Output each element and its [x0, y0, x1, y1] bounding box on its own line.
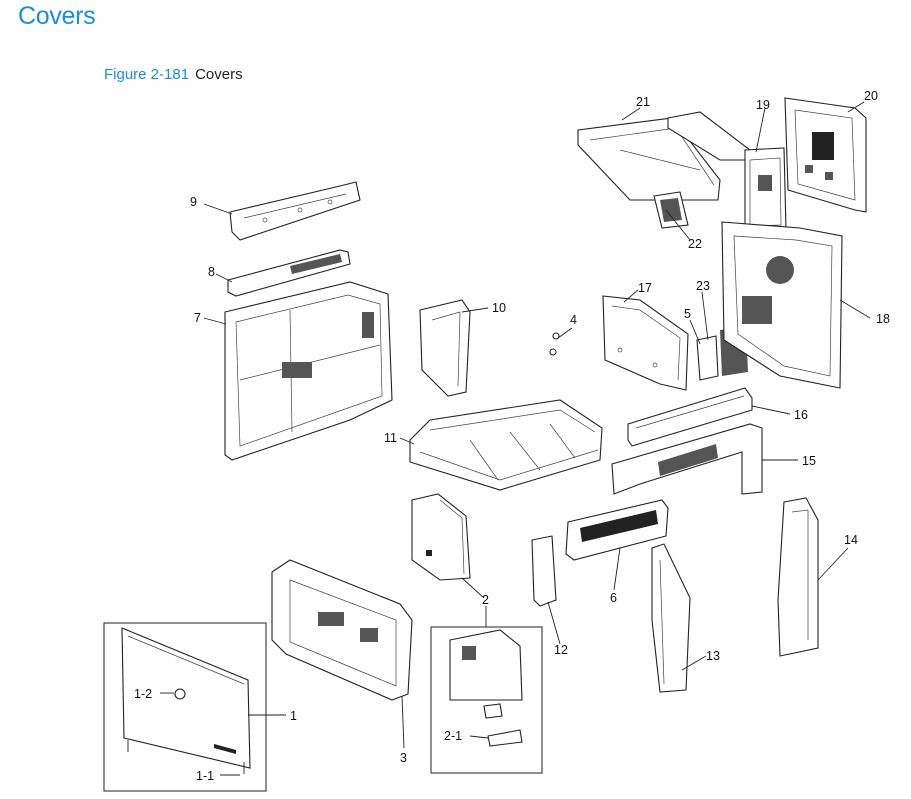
callout-15: 15 [802, 454, 816, 468]
callout-11: 11 [384, 431, 397, 445]
part-14-pillar [778, 498, 818, 656]
callout-2-1: 2-1 [444, 729, 463, 743]
callout-3: 3 [400, 751, 407, 765]
callout-9: 9 [190, 195, 197, 209]
callout-23: 23 [696, 279, 710, 293]
callout-21: 21 [636, 95, 650, 109]
callout-10: 10 [492, 301, 506, 315]
callout-2: 2 [482, 593, 489, 607]
figure-title: Covers [195, 66, 243, 83]
callout-1: 1 [290, 709, 297, 723]
callout-18: 18 [876, 312, 890, 326]
part-1-front-door [122, 628, 250, 774]
part-9-cover [230, 182, 360, 240]
page-title: Covers [18, 2, 96, 30]
callout-4: 4 [570, 313, 577, 327]
callout-5: 5 [684, 307, 691, 321]
callout-17: 17 [638, 281, 652, 295]
part-4-screw [550, 333, 559, 355]
callout-13: 13 [706, 649, 720, 663]
part-10-duct [420, 300, 470, 396]
part-12-bracket [532, 536, 556, 606]
callout-20: 20 [864, 89, 878, 103]
callout-16: 16 [794, 408, 808, 422]
callout-19: 19 [756, 98, 770, 112]
part-7-left-cover [225, 282, 392, 460]
callout-12: 12 [554, 643, 568, 657]
callout-1-1: 1-1 [196, 769, 215, 783]
callout-6: 6 [610, 591, 617, 605]
callout-7: 7 [194, 311, 201, 325]
figure-number: Figure 2-181 [104, 66, 190, 83]
part-5-plate [697, 336, 718, 380]
callout-22: 22 [688, 237, 702, 251]
part-13-pillar [652, 544, 690, 692]
part-20-rear-panel [785, 98, 866, 212]
callout-1-2: 1-2 [134, 687, 153, 701]
part-11-output-tray [410, 400, 602, 490]
callout-14: 14 [844, 533, 858, 547]
part-2-side-cover [412, 494, 470, 580]
part-17-pcb-cover [603, 296, 688, 390]
part-3-front-frame [272, 560, 412, 700]
callout-8: 8 [208, 265, 215, 279]
